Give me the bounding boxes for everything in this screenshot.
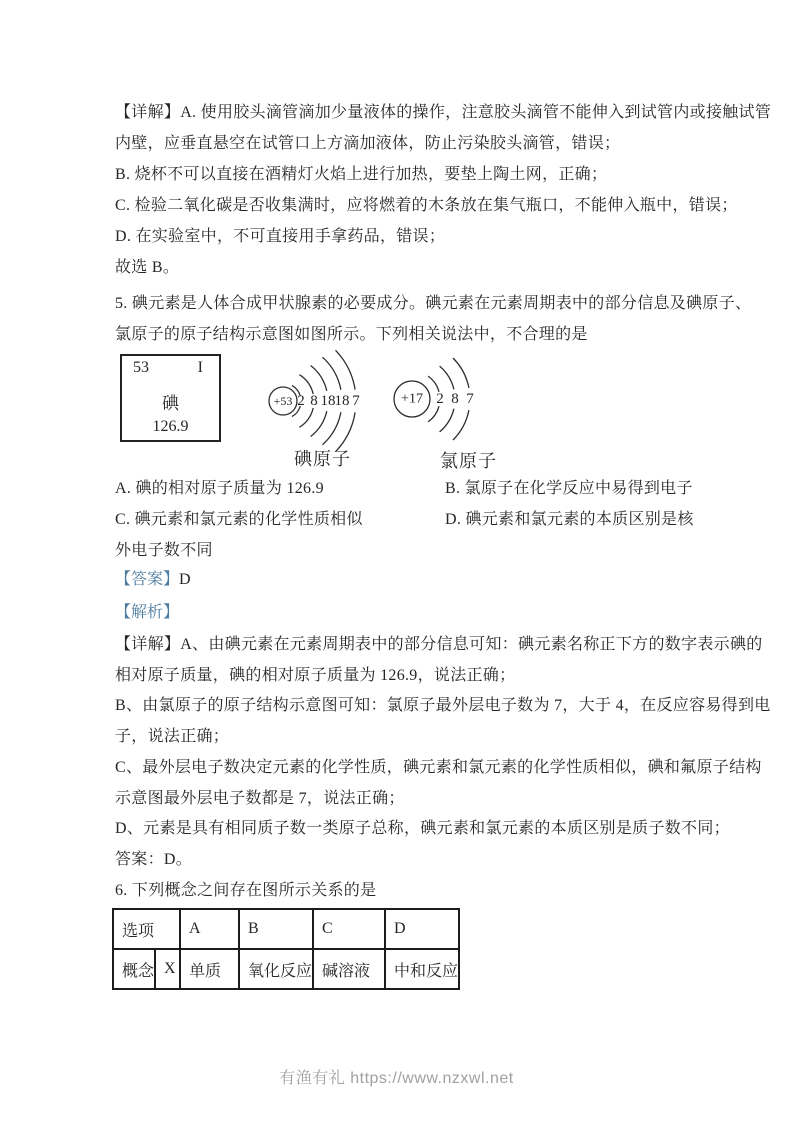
- explanation-line: 【详解】A、由碘元素在元素周期表中的部分信息可知：碘元素名称正下方的数字表示碘的: [115, 636, 763, 653]
- explanation-line: B、由氯原子的原子结构示意图可知：氯原子最外层电子数为 7，大于 4，在反应容易得到电: [115, 697, 771, 715]
- table-header-row: [113, 909, 459, 949]
- analysis-row: [115, 602, 179, 624]
- element-name: 碘: [162, 394, 179, 413]
- question-line: 5. 碘元素是人体合成甲状腺素的必要成分。碘元素在元素周期表中的部分信息及碘原子、: [115, 295, 752, 312]
- question-line: 氯原子的原子结构示意图如图所示。下列相关说法中，不合理的是: [115, 326, 588, 343]
- cell-d-value: 中和反应: [385, 949, 459, 989]
- explanation-line: D、元素是具有相同质子数一类原子总称，碘元素和氯元素的本质区别是质子数不同；: [115, 820, 730, 838]
- nucleus-charge: +17: [401, 391, 423, 407]
- iodine-atom-diagram: [253, 346, 373, 458]
- explanation-line: C. 检验二氧化碳是否收集满时，应将燃着的木条放在集气瓶口，不能伸入瓶中，错误；: [115, 197, 738, 214]
- shell-electron-count: 2: [297, 393, 305, 409]
- q6-concept-table: [112, 908, 460, 990]
- q5-detail-explanation: [115, 630, 771, 876]
- cell-c-value: 碱溶液: [313, 949, 385, 989]
- element-symbol: I: [197, 359, 203, 376]
- q4-detail-explanation: [115, 97, 772, 283]
- electron-shell-arc: [428, 406, 439, 422]
- chlorine-atom-label: 氯原子: [440, 451, 497, 471]
- explanation-line: 【详解】A. 使用胶头滴管滴加少量液体的操作，注意胶头滴管不能伸入到试管内或接触试管: [115, 104, 772, 121]
- option-a: A. 碘的相对原子质量为 126.9: [115, 480, 324, 497]
- atomic-number: 53: [133, 359, 149, 376]
- cell-x: X: [155, 949, 180, 989]
- option-d: D. 碘元素和氯元素的本质区别是核: [445, 511, 694, 528]
- cell-concept: 概念: [113, 949, 155, 989]
- electron-shell-arc: [440, 366, 454, 389]
- table-row: [113, 949, 459, 989]
- header-cell-d: D: [385, 909, 459, 949]
- relative-atomic-mass: 126.9: [152, 418, 189, 435]
- shell-electron-count: 7: [352, 393, 360, 409]
- electron-shell-arc: [336, 350, 356, 389]
- header-cell-a: A: [180, 909, 239, 949]
- electron-shell-arc: [299, 375, 313, 394]
- answer-row: [115, 569, 191, 591]
- iodine-element-box: [120, 354, 221, 442]
- header-cell-option: 选项: [113, 909, 180, 949]
- chlorine-atom-diagram: [383, 352, 488, 452]
- option-d-continuation: 外电子数不同: [115, 542, 213, 559]
- shell-electron-count: 2: [436, 391, 444, 407]
- explanation-line: B. 烧杯不可以直接在酒精灯火焰上进行加热，要垫上陶土网，正确；: [115, 166, 608, 183]
- electron-shell-arc: [453, 410, 469, 440]
- electron-shell-arc: [428, 376, 439, 392]
- explanation-line: 相对原子质量，碘的相对原子质量为 126.9，说法正确；: [115, 666, 516, 684]
- electron-shell-arc: [453, 358, 469, 388]
- shell-electron-count: 18: [334, 393, 350, 409]
- electron-shell-arc: [311, 366, 327, 391]
- question-5-stem: [115, 288, 752, 350]
- option-b: B. 氯原子在化学反应中易得到电子: [445, 480, 693, 497]
- header-cell-b: B: [239, 909, 313, 949]
- electron-shell-arc: [311, 411, 327, 436]
- cell-a-value: 单质: [180, 949, 239, 989]
- electron-shell-arc: [299, 408, 313, 427]
- question-6-stem: [115, 875, 681, 906]
- question-line: 6. 下列概念之间存在图所示关系的是: [115, 882, 377, 899]
- explanation-line: 子，说法正确；: [115, 728, 230, 746]
- cell-b-value: 氧化反应: [239, 949, 313, 989]
- answer-conclusion: 答案：D。: [115, 850, 193, 868]
- shell-electron-count: 7: [466, 391, 474, 407]
- analysis-label: 【解析】: [115, 604, 180, 621]
- shell-electron-count: 8: [310, 393, 318, 409]
- iodine-atom-label: 碘原子: [294, 449, 351, 469]
- explanation-line: 内壁，应垂直悬空在试管口上方滴加液体，防止污染胶头滴管，错误；: [115, 135, 621, 152]
- answer-conclusion: 故选 B。: [115, 259, 180, 276]
- header-cell-c: C: [313, 909, 385, 949]
- site-watermark-link[interactable]: 有渔有礼 https://www.nzxwl.net: [279, 1070, 514, 1087]
- answer-label: 【答案】: [115, 571, 180, 588]
- shell-electron-count: 18: [320, 393, 336, 409]
- electron-shell-arc: [440, 409, 454, 432]
- explanation-line: 示意图最外层电子数都是 7，说法正确；: [115, 789, 405, 807]
- explanation-line: D. 在实验室中，不可直接用手拿药品，错误；: [115, 228, 446, 245]
- nucleus-charge: +53: [273, 394, 293, 408]
- answer-value: D: [179, 571, 191, 588]
- option-c: C. 碘元素和氯元素的化学性质相似: [115, 511, 363, 528]
- explanation-line: C、最外层电子数决定元素的化学性质，碘元素和氯元素的化学性质相似，碘和氟原子结构: [115, 758, 762, 776]
- shell-electron-count: 8: [451, 391, 459, 407]
